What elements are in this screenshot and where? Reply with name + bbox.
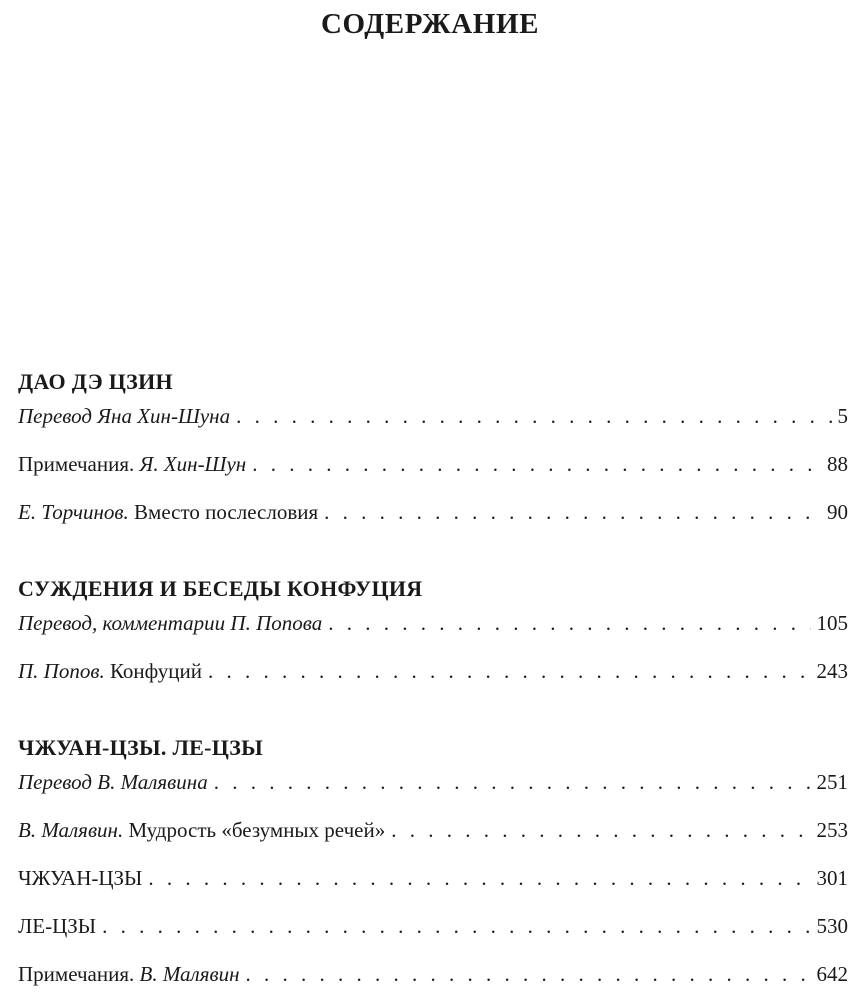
page-title: СОДЕРЖАНИЕ — [320, 8, 540, 40]
entry-plain-text: ЧЖУАН-ЦЗЫ — [18, 866, 143, 890]
dot-leader — [328, 607, 810, 639]
page-number: 105 — [816, 611, 848, 635]
toc-entry[interactable] — [18, 448, 848, 496]
entry-title — [18, 496, 318, 528]
entry-title — [18, 607, 322, 639]
entry-italic-text: П. Попов. — [18, 659, 105, 683]
entry-title — [18, 400, 230, 432]
entry-plain-text: Примечания. — [18, 962, 140, 986]
toc-entry[interactable] — [18, 607, 848, 655]
toc-entry[interactable] — [18, 814, 848, 862]
dot-leader — [214, 766, 811, 798]
toc-entry[interactable] — [18, 400, 848, 448]
entry-title — [18, 655, 202, 687]
dot-leader — [236, 400, 831, 432]
toc-entry[interactable] — [18, 862, 848, 910]
page-number: 90 — [827, 500, 848, 524]
entry-plain-text: Конфуций — [104, 659, 202, 683]
entry-title — [18, 766, 208, 798]
table-of-contents — [18, 368, 848, 1006]
dot-leader — [102, 910, 810, 942]
entry-plain-text: Вместо послесловия — [128, 500, 319, 524]
entry-italic-text: Е. Торчинов. — [18, 500, 129, 524]
toc-section-dao-de-jing — [18, 368, 848, 544]
page-number: 243 — [816, 659, 848, 683]
toc-entry[interactable] — [18, 496, 848, 544]
toc-entry[interactable] — [18, 958, 848, 1006]
toc-entry[interactable] — [18, 766, 848, 814]
entry-plain-text: ЛЕ-ЦЗЫ — [18, 914, 97, 938]
toc-section-analects — [18, 575, 848, 703]
entry-title — [18, 448, 246, 480]
entry-italic-text: В. Малявин. — [18, 818, 124, 842]
toc-entry[interactable] — [18, 655, 848, 703]
dot-leader — [391, 814, 810, 846]
entry-italic-text: Я. Хин-Шун — [139, 452, 247, 476]
page-number: 251 — [816, 770, 848, 794]
entry-title — [18, 958, 240, 990]
section-heading: ЧЖУАН-ЦЗЫ. ЛЕ-ЦЗЫ — [18, 735, 264, 760]
toc-entry[interactable] — [18, 910, 848, 958]
section-heading: СУЖДЕНИЯ И БЕСЕДЫ КОНФУЦИЯ — [18, 576, 423, 601]
toc-section-zhuangzi-liezi — [18, 734, 848, 1006]
entry-plain-text: Мудрость «безумных речей» — [123, 818, 386, 842]
page-number: 530 — [816, 914, 848, 938]
page-number: 5 — [837, 404, 848, 428]
dot-leader — [246, 958, 811, 990]
entry-title — [18, 814, 385, 846]
entry-italic-text: В. Малявин — [139, 962, 240, 986]
page-number: 253 — [816, 818, 848, 842]
entry-title — [18, 910, 96, 942]
entry-plain-text: Примечания. — [18, 452, 140, 476]
entry-title — [18, 862, 142, 894]
page-number: 301 — [816, 866, 848, 890]
dot-leader — [324, 496, 821, 528]
dot-leader — [148, 862, 810, 894]
section-heading: ДАО ДЭ ЦЗИН — [18, 369, 173, 394]
dot-leader — [208, 655, 811, 687]
entry-italic-text: Перевод В. Малявина — [18, 770, 208, 794]
page-number: 642 — [816, 962, 848, 986]
page-number: 88 — [827, 452, 848, 476]
entry-italic-text: Перевод Яна Хин-Шуна — [18, 404, 231, 428]
dot-leader — [252, 448, 821, 480]
entry-italic-text: Перевод, комментарии П. Попова — [18, 611, 323, 635]
